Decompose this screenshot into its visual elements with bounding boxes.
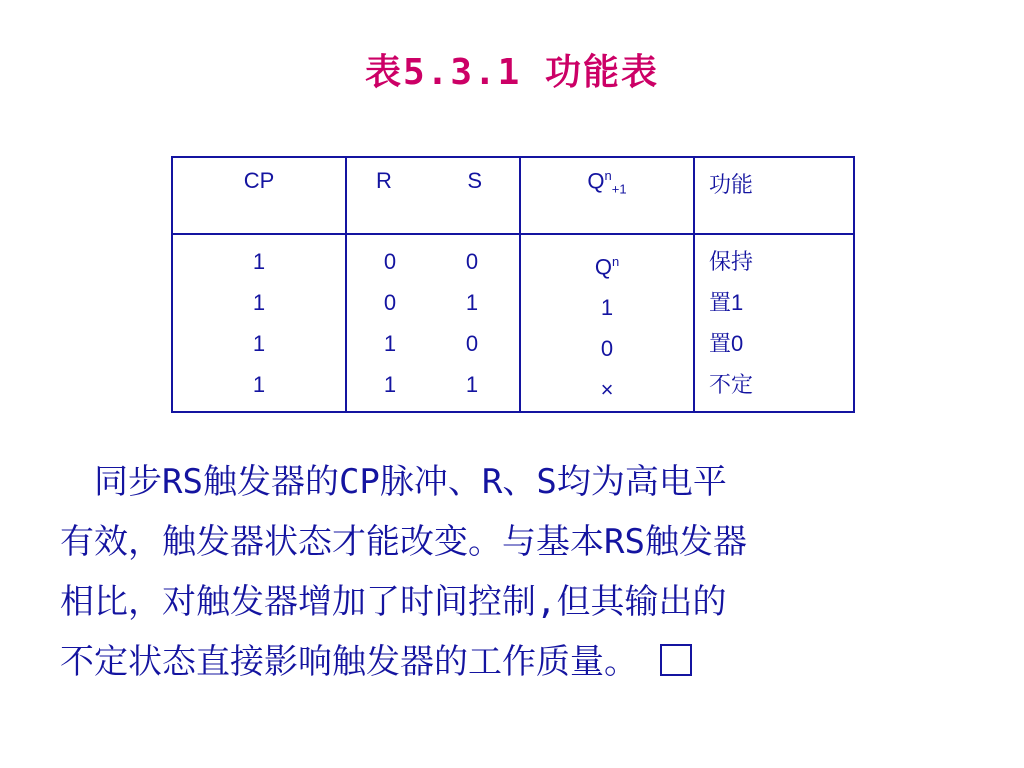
paragraph-line: 同步RS触发器的CP脉冲、R、S均为高电平: [60, 462, 727, 502]
end-box-icon: [660, 644, 692, 676]
cell-cp: 1: [252, 290, 266, 315]
cp-column: [172, 234, 346, 412]
cell-s: 0: [465, 249, 479, 274]
cell-q: ×: [600, 377, 614, 403]
paragraph-line: 不定状态直接影响触发器的工作质量。: [60, 642, 638, 682]
rs-column: [346, 234, 520, 412]
cell-function: 置1: [709, 290, 744, 315]
function-table: [171, 156, 855, 413]
page-title: 表5.3.1 功能表: [364, 52, 660, 93]
header-q-next: [520, 157, 694, 234]
cell-function: 置0: [709, 331, 744, 356]
cell-r: 0: [383, 249, 397, 274]
header-cp: CP: [172, 157, 346, 234]
explanation-paragraph: [60, 452, 970, 692]
header-q-sub: +1: [611, 181, 627, 197]
table-header-row: [172, 157, 854, 234]
header-s: S: [467, 168, 482, 193]
header-q-base: Q: [587, 168, 605, 194]
paragraph-line: 有效，触发器状态才能改变。与基本RS触发器: [60, 522, 747, 562]
header-function: 功能: [694, 157, 854, 234]
cell-q-value: Q: [594, 254, 612, 280]
cell-function: 保持: [709, 249, 754, 274]
cell-q: [522, 241, 692, 287]
cell-r: 1: [383, 331, 397, 356]
cell-s: 0: [465, 331, 479, 356]
cell-q-sup: n: [611, 254, 620, 269]
cell-function: 不定: [709, 372, 754, 397]
table-body-row: [172, 234, 854, 412]
cell-cp: 1: [252, 331, 266, 356]
header-r: R: [376, 168, 392, 193]
cell-r: 1: [383, 372, 397, 397]
function-column: [694, 234, 854, 412]
q-column: [520, 234, 694, 412]
cell-cp: 1: [252, 249, 266, 274]
paragraph-last-line: [60, 632, 970, 692]
cell-q: 1: [600, 295, 614, 321]
cell-q: 0: [600, 336, 614, 362]
cell-cp: 1: [252, 372, 266, 397]
paragraph-line: 相比，对触发器增加了时间控制,但其输出的: [60, 582, 727, 622]
header-q-sup: n: [604, 168, 612, 183]
header-rs: [346, 157, 520, 234]
cell-r: 0: [383, 290, 397, 315]
cell-s: 1: [465, 372, 479, 397]
cell-s: 1: [465, 290, 479, 315]
